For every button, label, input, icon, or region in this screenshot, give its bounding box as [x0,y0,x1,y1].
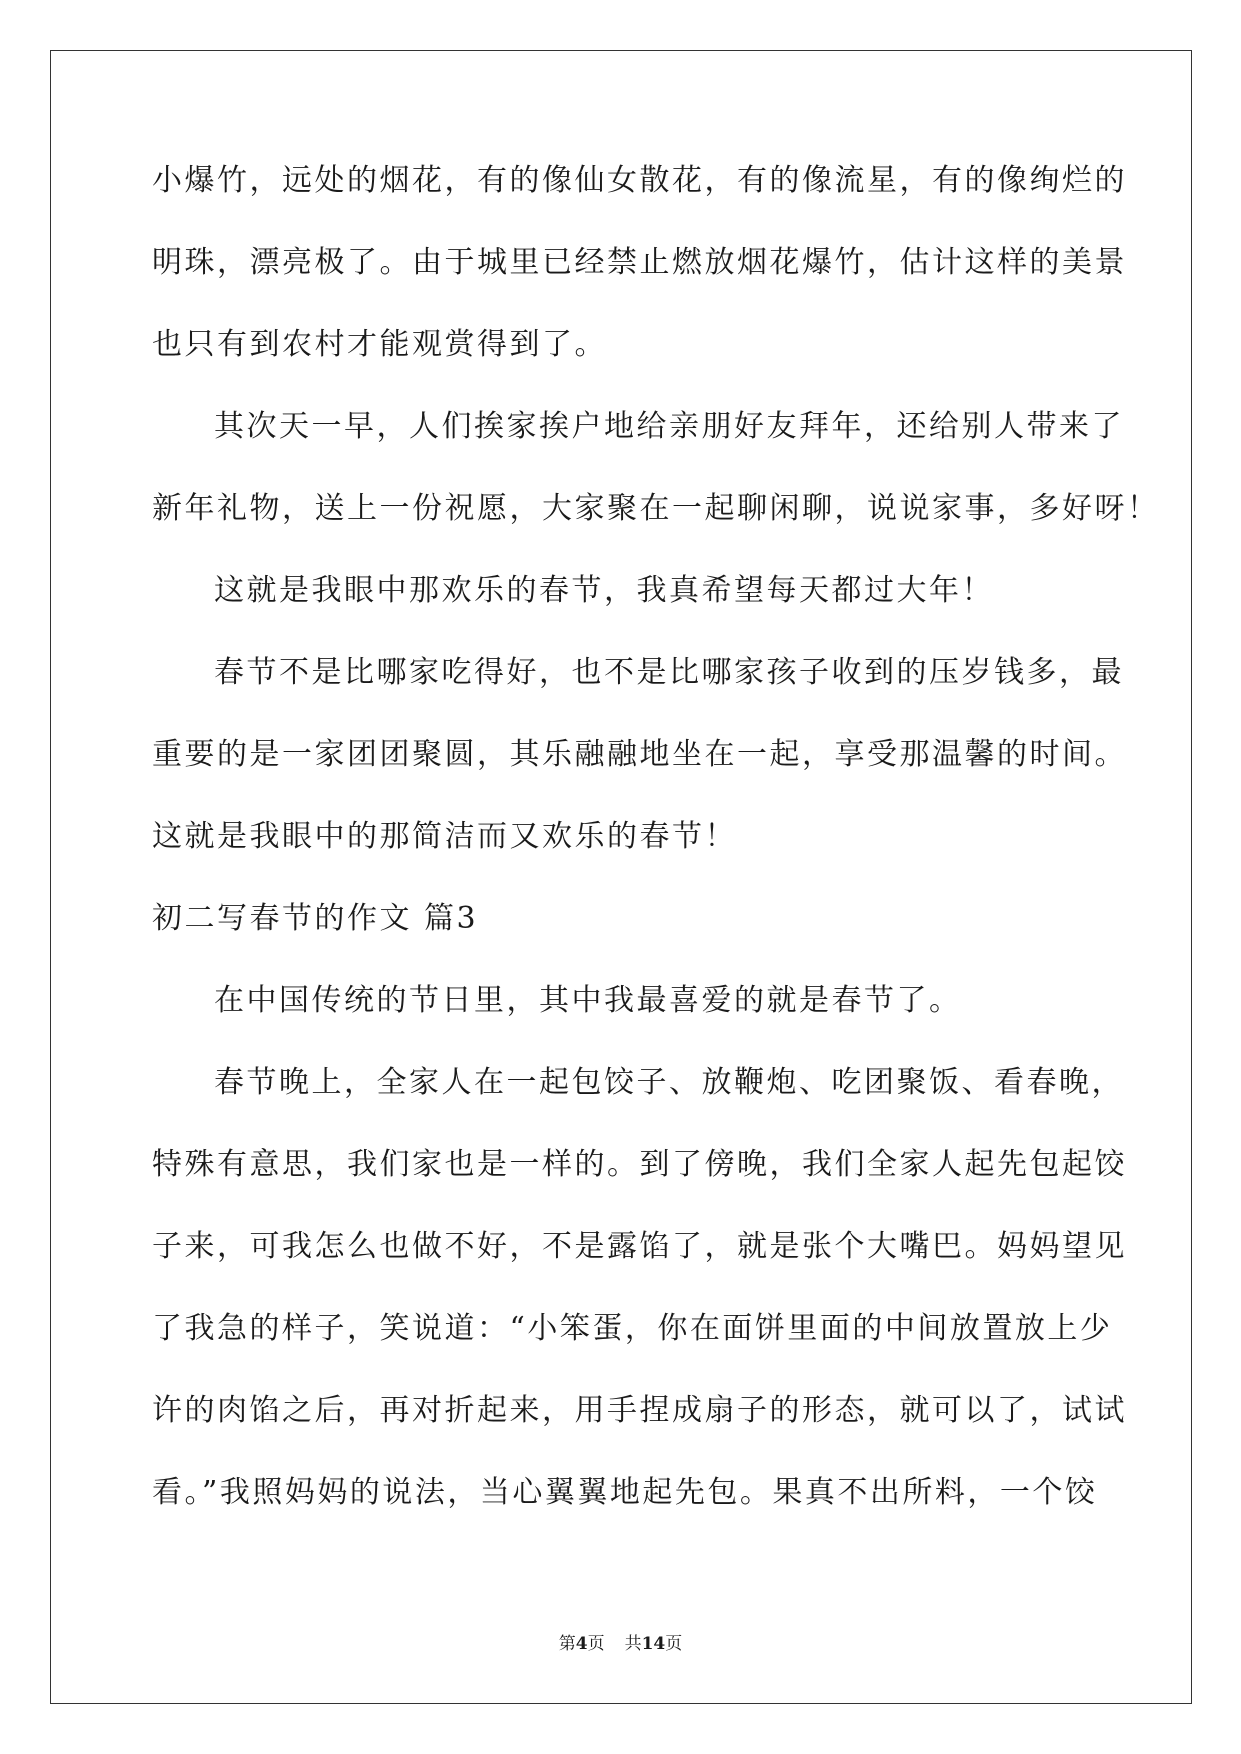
text-line: 也只有到农村才能观赏得到了。 [152,327,607,362]
page-current: 4 [575,1634,588,1654]
paragraph-start-line: 在中国传统的节日里，其中我最喜爱的就是春节了。 [214,983,962,1018]
text-line: 看。”我照妈妈的说法，当心翼翼地起先包。果真不出所料，一个饺 [152,1475,1098,1510]
text-line: 小爆竹，远处的烟花，有的像仙女散花，有的像流星，有的像绚烂的 [152,163,1127,198]
paragraph-start-line: 其次天一早，人们挨家挨户地给亲朋好友拜年，还给别人带来了 [214,409,1124,444]
text-line: 新年礼物，送上一份祝愿，大家聚在一起聊闲聊，说说家事，多好呀！ [152,491,1160,526]
text-line: 子来，可我怎么也做不好，不是露馅了，就是张个大嘴巴。妈妈望见 [152,1229,1127,1264]
paragraph-start-line: 春节晚上，全家人在一起包饺子、放鞭炮、吃团聚饭、看春晚， [214,1065,1124,1100]
text-line: 这就是我眼中的那简洁而又欢乐的春节！ [152,819,737,854]
footer-page-label: 页 [587,1634,605,1654]
page-footer [0,1633,1241,1655]
text-line: 许的肉馅之后，再对折起来，用手捏成扇子的形态，就可以了，试试 [152,1393,1127,1428]
footer-total-prefix: 共 [624,1634,642,1654]
text-line: 特殊有意思，我们家也是一样的。到了傍晚，我们全家人起先包起饺 [152,1147,1127,1182]
paragraph-start-line: 春节不是比哪家吃得好，也不是比哪家孩子收到的压岁钱多，最 [214,655,1124,690]
text-line: 明珠，漂亮极了。由于城里已经禁止燃放烟花爆竹，估计这样的美景 [152,245,1127,280]
footer-prefix: 第 [558,1634,576,1654]
page-total: 14 [641,1634,666,1654]
footer-total-label: 页 [665,1634,683,1654]
document-body [152,160,1160,1554]
text-line: 重要的是一家团团聚圆，其乐融融地坐在一起，享受那温馨的时间。 [152,737,1127,772]
section-heading: 初二写春节的作文 篇3 [152,901,479,936]
text-line: 了我急的样子，笑说道：“小笨蛋，你在面饼里面的中间放置放上少 [152,1311,1113,1346]
paragraph-start-line: 这就是我眼中那欢乐的春节，我真希望每天都过大年！ [214,573,994,608]
